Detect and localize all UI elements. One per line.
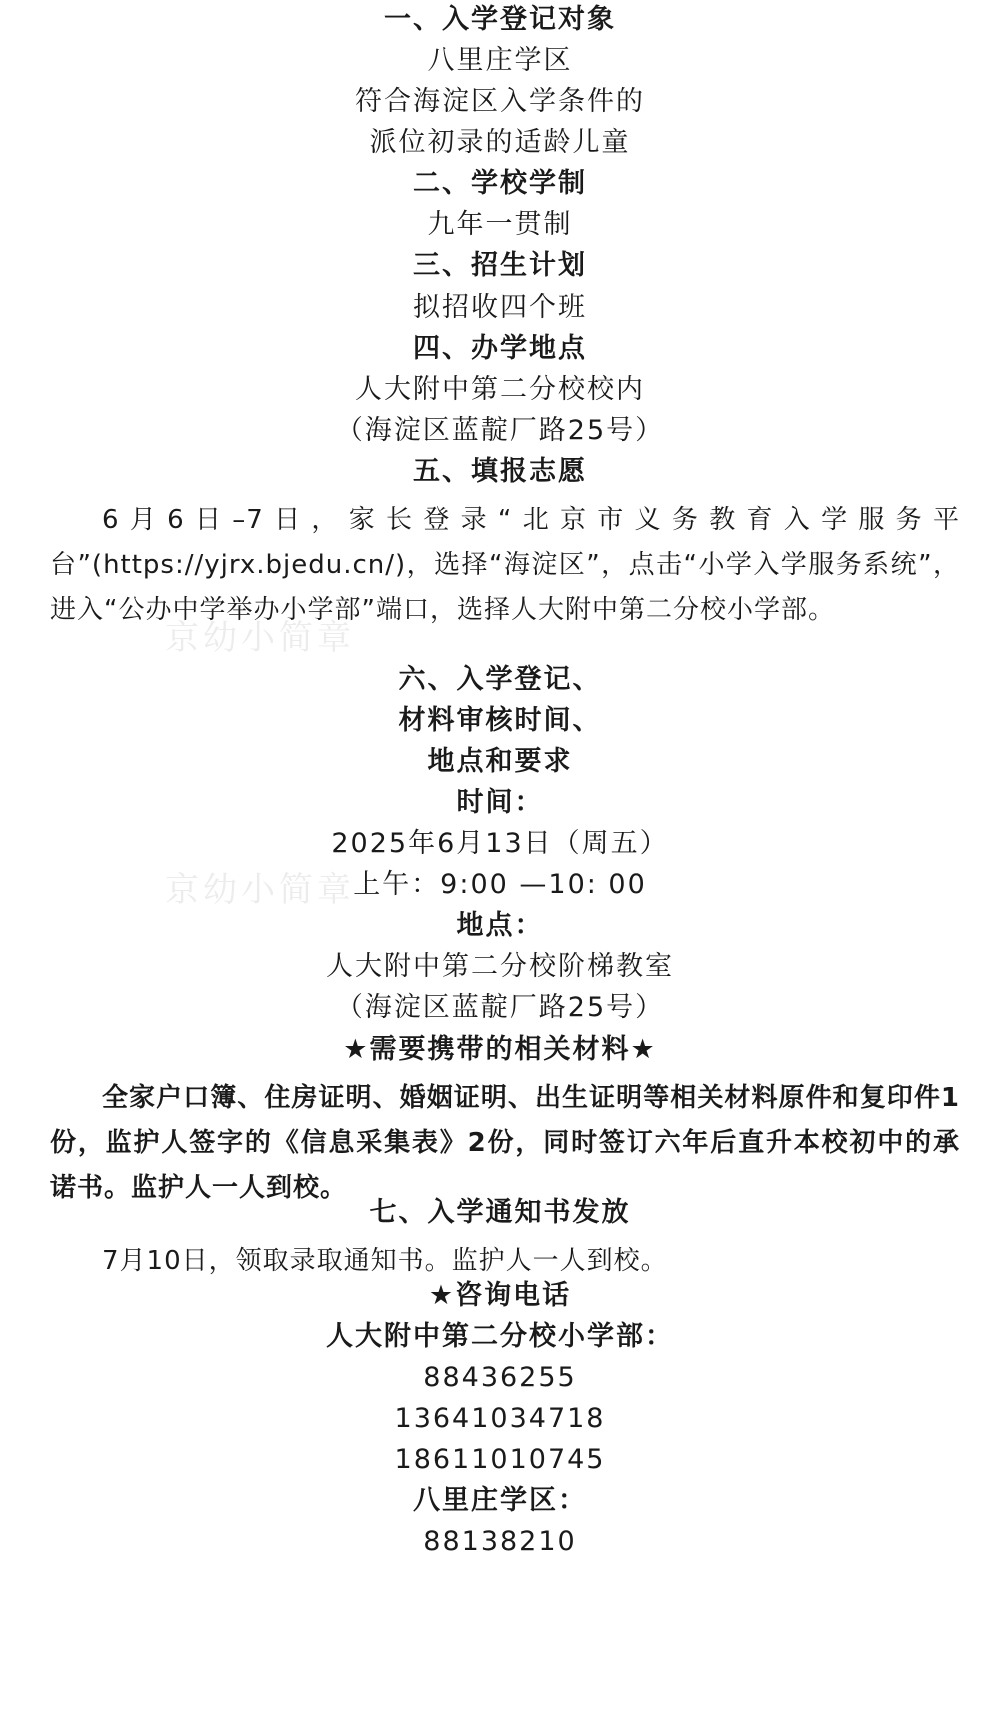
- contact-phone-2: 13641034718: [394, 1403, 606, 1434]
- registration-place: 人大附中第二分校阶梯教室: [326, 951, 674, 982]
- section-4-line-1: 人大附中第二分校校内: [355, 374, 645, 405]
- section-2-line-1: 九年一贯制: [427, 209, 573, 240]
- registration-hours: 上午：9:00 —10: 00: [353, 869, 647, 900]
- time-label: 时间：: [456, 787, 544, 818]
- section-7-title: 七、入学通知书发放: [369, 1197, 631, 1228]
- contact-district-label: 八里庄学区：: [413, 1485, 587, 1516]
- section-1-line-3: 派位初录的适龄儿童: [369, 127, 631, 158]
- section-3-line-1: 拟招收四个班: [413, 292, 587, 323]
- contact-phone-1: 88436255: [423, 1362, 577, 1393]
- contact-school-label: 人大附中第二分校小学部：: [326, 1321, 674, 1352]
- materials-paragraph: 全家户口簿、住房证明、婚姻证明、出生证明等相关材料原件和复印件1份，监护人签字的《信息采集表》2份，同时签订六年后直升本校初中的承诺书。监护人一人到校。: [50, 1083, 960, 1203]
- section-2-title: 二、学校学制: [413, 168, 587, 199]
- section-1-line-1: 八里庄学区: [427, 45, 573, 76]
- contact-phone-4: 88138210: [423, 1526, 577, 1557]
- section-3-title: 三、招生计划: [413, 250, 587, 281]
- section-6-title-3: 地点和要求: [427, 746, 573, 777]
- section-5-paragraph: 6月6日–7日，家长登录“北京市义务教育入学服务平台”(https://yjrx.bjedu.cn/)，选择“海淀区”，点击“小学入学服务系统”，进入“公办中学举办小学部”端口，选择人大附中第二分校小学部。: [50, 505, 960, 625]
- section-4-title: 四、办学地点: [413, 333, 587, 364]
- section-1-line-2: 符合海淀区入学条件的: [355, 86, 645, 117]
- section-1-title: 一、入学登记对象: [384, 4, 616, 35]
- section-4-line-2: （海淀区蓝靛厂路25号）: [335, 415, 665, 446]
- contact-phone-3: 18611010745: [394, 1444, 606, 1475]
- place-label: 地点：: [456, 910, 544, 941]
- section-6-title-1: 六、入学登记、: [398, 664, 602, 695]
- contact-title: ★咨询电话: [428, 1280, 572, 1311]
- section-5-title: 五、填报志愿: [413, 456, 587, 487]
- watermark-2: 京幼小简章: [165, 870, 355, 910]
- section-6-title-2: 材料审核时间、: [398, 705, 602, 736]
- materials-title: ★需要携带的相关材料★: [343, 1034, 657, 1065]
- registration-date: 2025年6月13日（周五）: [331, 828, 669, 859]
- section-7-paragraph: 7月10日，领取录取通知书。监护人一人到校。: [102, 1246, 668, 1276]
- watermark-1: 京幼小简章: [165, 618, 355, 658]
- registration-address: （海淀区蓝靛厂路25号）: [335, 992, 665, 1023]
